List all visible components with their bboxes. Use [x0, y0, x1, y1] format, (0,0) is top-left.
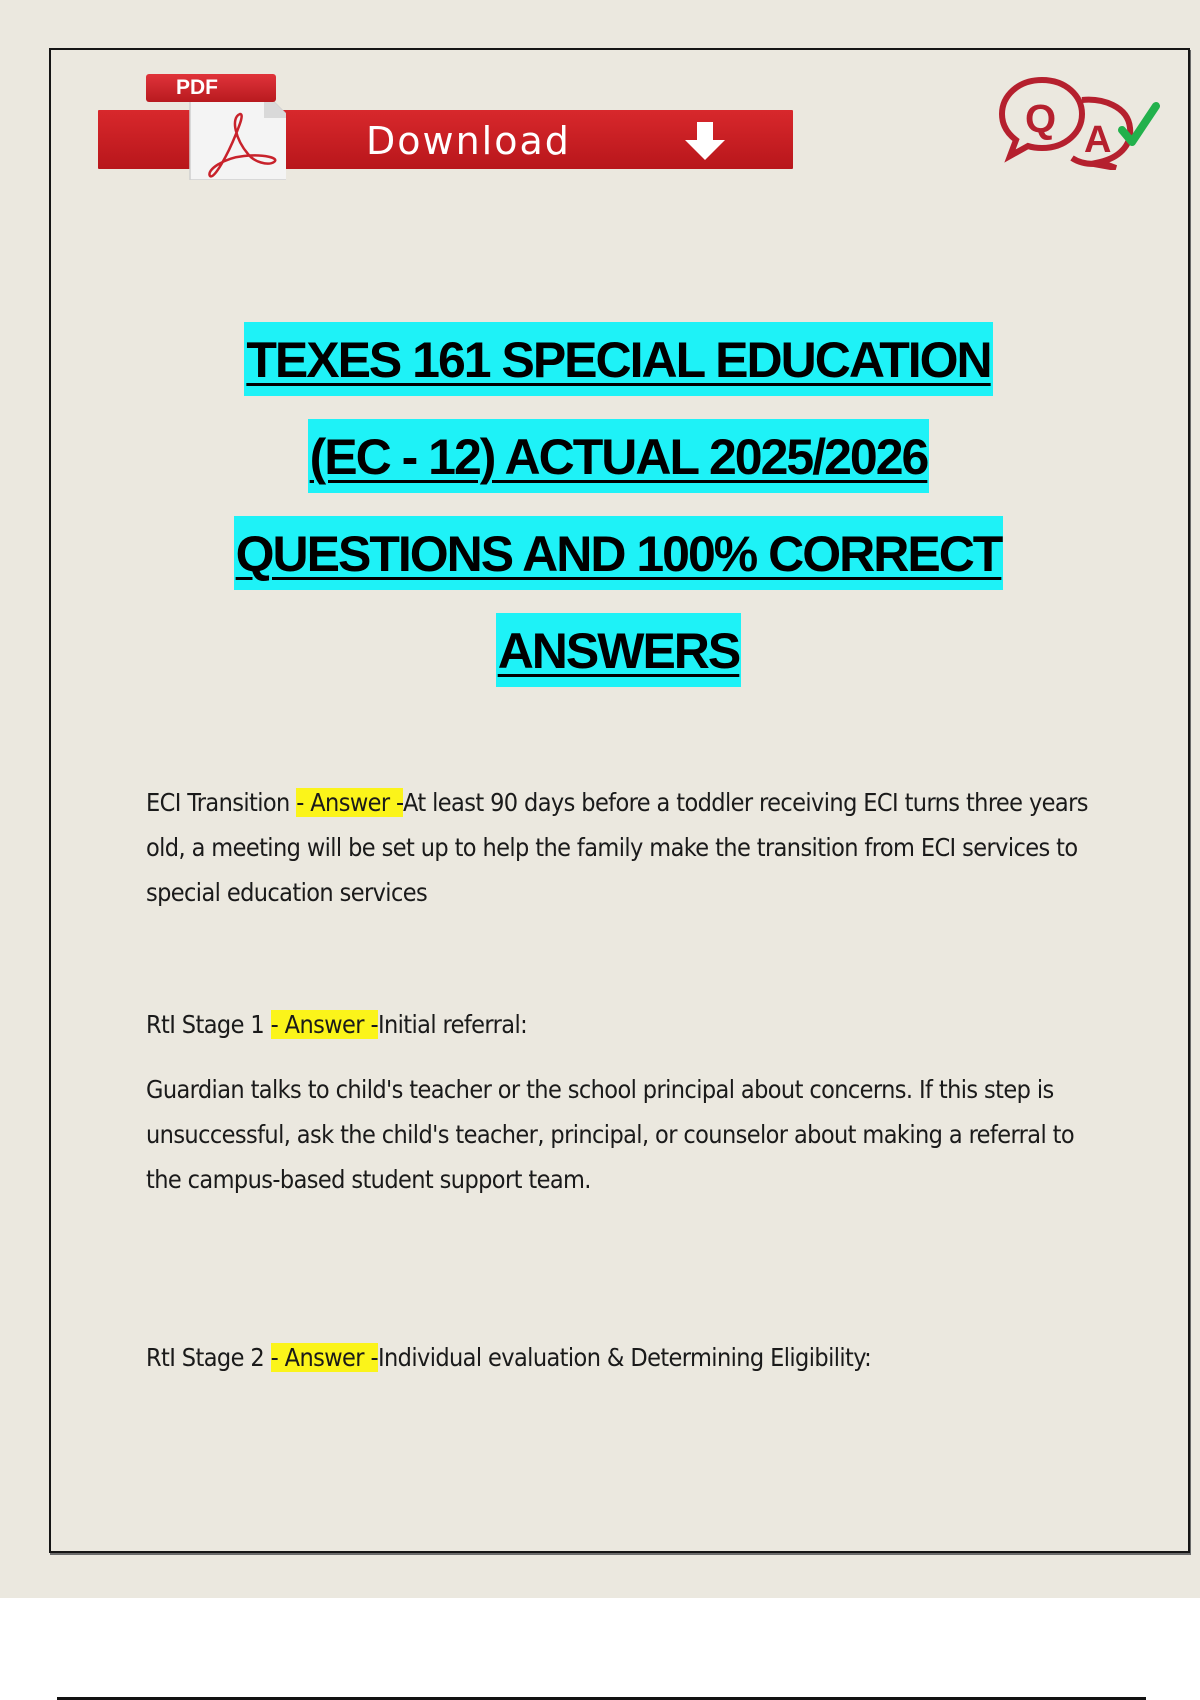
- answer-marker: - Answer -: [296, 788, 404, 817]
- qa-item-eci-transition: [146, 780, 1096, 915]
- answer-detail: Guardian talks to child's teacher or the school principal about concerns. If this step is unsuccessful, ask the child's teacher, principal, or counselor about making a referral to the campus-based student support team.: [146, 1075, 1075, 1194]
- question-term: ECI Transition: [146, 788, 297, 817]
- title-line-4: ANSWERS: [49, 603, 1188, 700]
- answer-text: At least 90 days before a toddler receiving ECI turns three years old, a meeting will be set up to help the family make the transition from ECI services to special education services: [146, 788, 1088, 907]
- document-title: [49, 312, 1188, 700]
- question-term: RtI Stage 1: [146, 1010, 271, 1039]
- title-line-2: (EC - 12) ACTUAL 2025/2026: [49, 409, 1188, 506]
- answer-text: Individual evaluation & Determining Eligibility:: [377, 1343, 872, 1372]
- pdf-file-icon: [144, 74, 286, 180]
- qa-item-rti-stage-1: [146, 1002, 1096, 1202]
- question-term: RtI Stage 2: [146, 1343, 271, 1372]
- answer-marker: - Answer -: [270, 1010, 378, 1039]
- qa-logo: [990, 70, 1160, 170]
- title-line-1: TEXES 161 SPECIAL EDUCATION: [49, 312, 1188, 409]
- download-label[interactable]: Download: [366, 119, 571, 163]
- pdf-tab-label: PDF: [146, 74, 276, 102]
- answer-marker: - Answer -: [270, 1343, 378, 1372]
- title-line-3: QUESTIONS AND 100% CORRECT: [49, 506, 1188, 603]
- svg-text:A: A: [1084, 119, 1112, 161]
- svg-text:Q: Q: [1025, 97, 1057, 141]
- pdf-download-banner[interactable]: [98, 72, 793, 172]
- arrow-down-icon: [683, 120, 727, 162]
- qa-item-rti-stage-2: [146, 1335, 1096, 1380]
- answer-text: Initial referral:: [377, 1010, 528, 1039]
